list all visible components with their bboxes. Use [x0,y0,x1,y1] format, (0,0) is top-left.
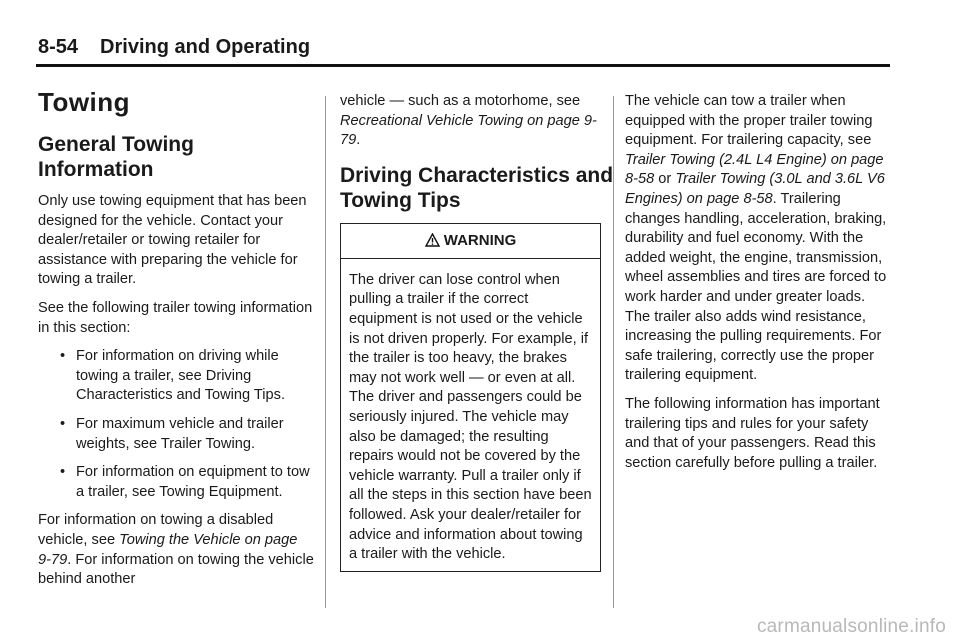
page-header [38,36,310,59]
chapter-title: Driving and Operating [100,36,311,58]
warning-title: WARNING [443,231,517,249]
bullet-icon: • [60,348,66,365]
list-item [38,415,314,454]
cross-reference-link[interactable]: Towing the Vehicle on page 9-79 [38,531,298,568]
text-span: . Trailering changes handling, acceleration, braking, durability and fuel economy. With the added weight, the engine, transmission, wheel assemblies and tires are forced to work harder and under greater loads. The trailer also adds wind resistance, increasing the pulling requirements. For safe trailering, correctly use the proper trailering equipment. [625,190,887,384]
paragraph: The following information has important trailering tips and rules for your safety and that of your passengers. Read this section carefully before pulling a trailer. [625,395,880,471]
paragraph [625,92,891,386]
list-item [38,463,314,502]
paragraph: Only use towing equipment that has been designed for the vehicle. Contact your dealer/retailer or towing retailer for assistance with preparing the vehicle for towing a trailer. [38,193,307,288]
page-number: 8-54 [38,36,79,58]
watermark: carmanualsonline.info [756,616,946,637]
text-span: vehicle — such as a motorhome, see [340,93,581,109]
list-item-text: For maximum vehicle and trailer weights, see Trailer Towing. [76,415,284,452]
warning-triangle-icon [425,224,440,258]
text-span: . For information on towing the vehicle behind another [38,551,314,588]
column-1 [38,86,314,599]
paragraph: See the following trailer towing information in this section: [38,299,313,336]
column-2 [340,92,616,572]
list-item-text: For information on equipment to tow a trailer, see Towing Equipment. [76,464,310,500]
warning-text: The driver can lose control when pulling a trailer if the correct equipment is not used or the vehicle is not driven properly. For example, if the trailer is too heavy, the brakes may not work well — or even at all. The driver and passengers could be seriously injured. The vehicle may also be damaged; the resulting repairs would not be covered by the vehicle warranty. Pull a trailer only if all the steps in this section have been followed. Ask your dealer/retailer for advice and information about towing a trailer with the vehicle. [349,271,592,563]
column-3 [625,92,891,482]
warning-header [341,224,600,259]
list-item [38,347,314,406]
bullet-icon: • [60,415,66,432]
heading-general-towing: General Towing Information [38,133,194,181]
section-title-towing: Towing [38,87,131,117]
text-span: For information on towing a disabled vehicle, see [38,512,274,548]
cross-reference-link[interactable]: Trailer Towing (3.0L and 3.6L V6 Engines) on page 8-58 [625,171,885,207]
paragraph [38,511,314,589]
list-item-text: For information on driving while towing a trailer, see Driving Characteristics and Towing Tips. [76,348,286,404]
text-span: or [654,171,676,188]
header-rule [36,64,890,67]
bullet-list [38,347,314,502]
bullet-icon: • [60,464,66,481]
warning-box [340,223,601,572]
heading-driving-characteristics: Driving Characteristics and Towing Tips [340,163,614,212]
column-divider-1 [325,96,326,608]
cross-reference-link[interactable]: Trailer Towing (2.4L L4 Engine) on page 8-58 [625,151,884,188]
cross-reference-link[interactable]: Recreational Vehicle Towing on page 9-79 [340,112,597,149]
text-span: The vehicle can tow a trailer when equipped with the proper trailer towing equipment. For trailering capacity, see [625,93,873,149]
text-span: . [356,132,361,149]
paragraph [340,92,616,151]
